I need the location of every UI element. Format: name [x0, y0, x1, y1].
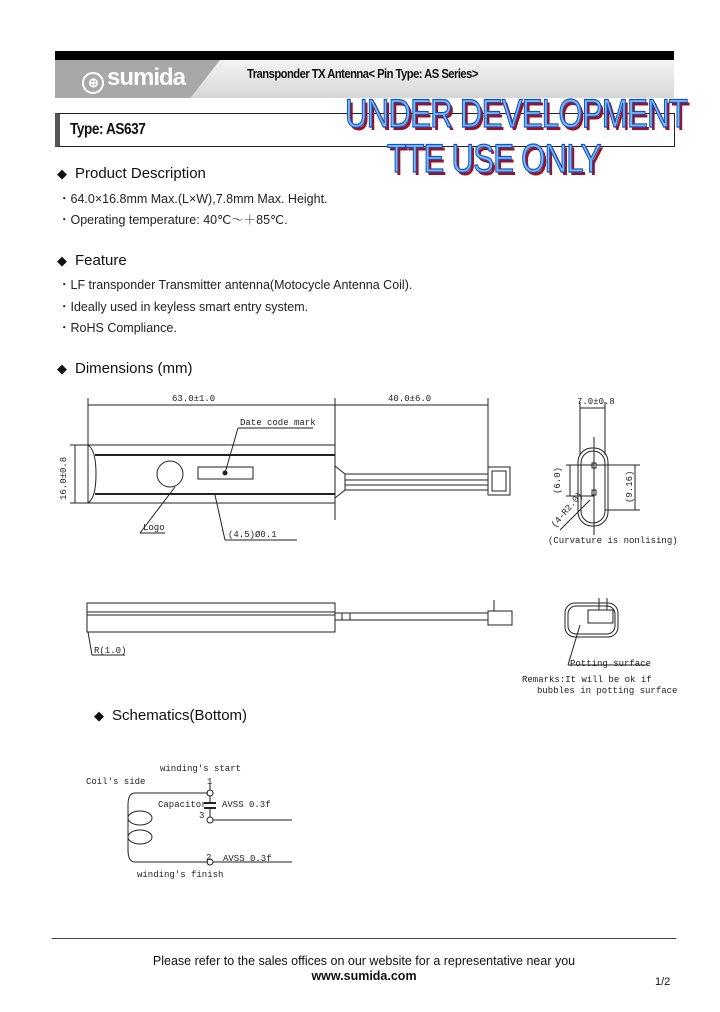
- watermark-line-1: UNDER DEVELOPMENT: [345, 92, 688, 136]
- remarks-line-1: Remarks:It will be ok if: [522, 675, 652, 685]
- coil-side-label: Coil's side: [86, 777, 146, 787]
- radius-label: (4-R2.0): [549, 490, 586, 530]
- wire-label: (4.5)Ø0.1: [228, 530, 277, 540]
- pin-3-label: 3: [199, 811, 205, 821]
- lead-dimension: 40.0±6.0: [388, 394, 432, 404]
- pin-2-label: 2: [206, 853, 212, 863]
- diamond-bullet-icon: ◆: [57, 361, 67, 376]
- thickness-dimension: 7.0±0.8: [577, 397, 615, 407]
- side-view: [87, 600, 512, 655]
- pin-1-label: 1: [207, 777, 213, 787]
- schematics-heading: [94, 707, 247, 724]
- avss-label-1: AVSS 0.3f: [222, 800, 271, 810]
- heading-text: Feature: [75, 252, 127, 269]
- length-dimension: 63.0±1.0: [172, 394, 216, 404]
- product-type: Type: AS637: [70, 121, 146, 138]
- feature-item: ・LF transponder Transmitter antenna(Motocycle Antenna Coil).: [58, 278, 413, 292]
- footer-note: Please refer to the sales offices on our website for a representative near you: [152, 954, 576, 968]
- page-number: 1/2: [655, 976, 671, 988]
- winding-start-label: winding's start: [160, 764, 242, 774]
- end-view: [560, 402, 640, 535]
- potting-label: Potting surface: [570, 659, 652, 669]
- diamond-bullet-icon: ◆: [57, 166, 67, 181]
- date-code-label: Date code mark: [240, 418, 316, 428]
- pin-span-dimension: (9.16): [625, 470, 635, 503]
- footer-website-link[interactable]: www.sumida.com: [311, 969, 417, 983]
- remarks-line-2: bubbles in potting surface: [537, 686, 678, 696]
- heading-text: Product Description: [75, 165, 206, 182]
- logo-label: Logo: [143, 523, 165, 533]
- footer-divider: [52, 938, 676, 939]
- sumida-logo-icon: ⊕: [82, 72, 104, 94]
- description-item: ・64.0×16.8mm Max.(L×W),7.8mm Max. Height.: [58, 192, 328, 206]
- description-item: ・Operating temperature: 40℃～＋85℃.: [58, 213, 288, 227]
- capacitor-label: Capacitor: [158, 800, 207, 810]
- diamond-bullet-icon: ◆: [57, 253, 67, 268]
- pin-pitch-dimension: (6.0): [553, 466, 563, 494]
- curvature-note: (Curvature is nonlising): [548, 536, 678, 546]
- heading-text: Schematics(Bottom): [112, 707, 248, 724]
- heading-text: Dimensions (mm): [75, 360, 193, 377]
- front-view: [565, 598, 648, 665]
- diamond-bullet-icon: ◆: [94, 708, 104, 723]
- width-dimension: 16.0±0.8: [59, 456, 69, 500]
- chamfer-label: R(1.0): [94, 646, 127, 656]
- watermark-line-2: TTE USE ONLY: [387, 137, 601, 181]
- avss-label-2: AVSS 0.3f: [223, 854, 272, 864]
- feature-item: ・Ideally used in keyless smart entry system.: [58, 300, 309, 314]
- winding-finish-label: winding's finish: [137, 870, 224, 880]
- feature-item: ・RoHS Compliance.: [58, 321, 177, 335]
- document-title: Transponder TX Antenna< Pin Type: AS Series>: [247, 67, 478, 81]
- brand-name: sumida: [107, 64, 186, 91]
